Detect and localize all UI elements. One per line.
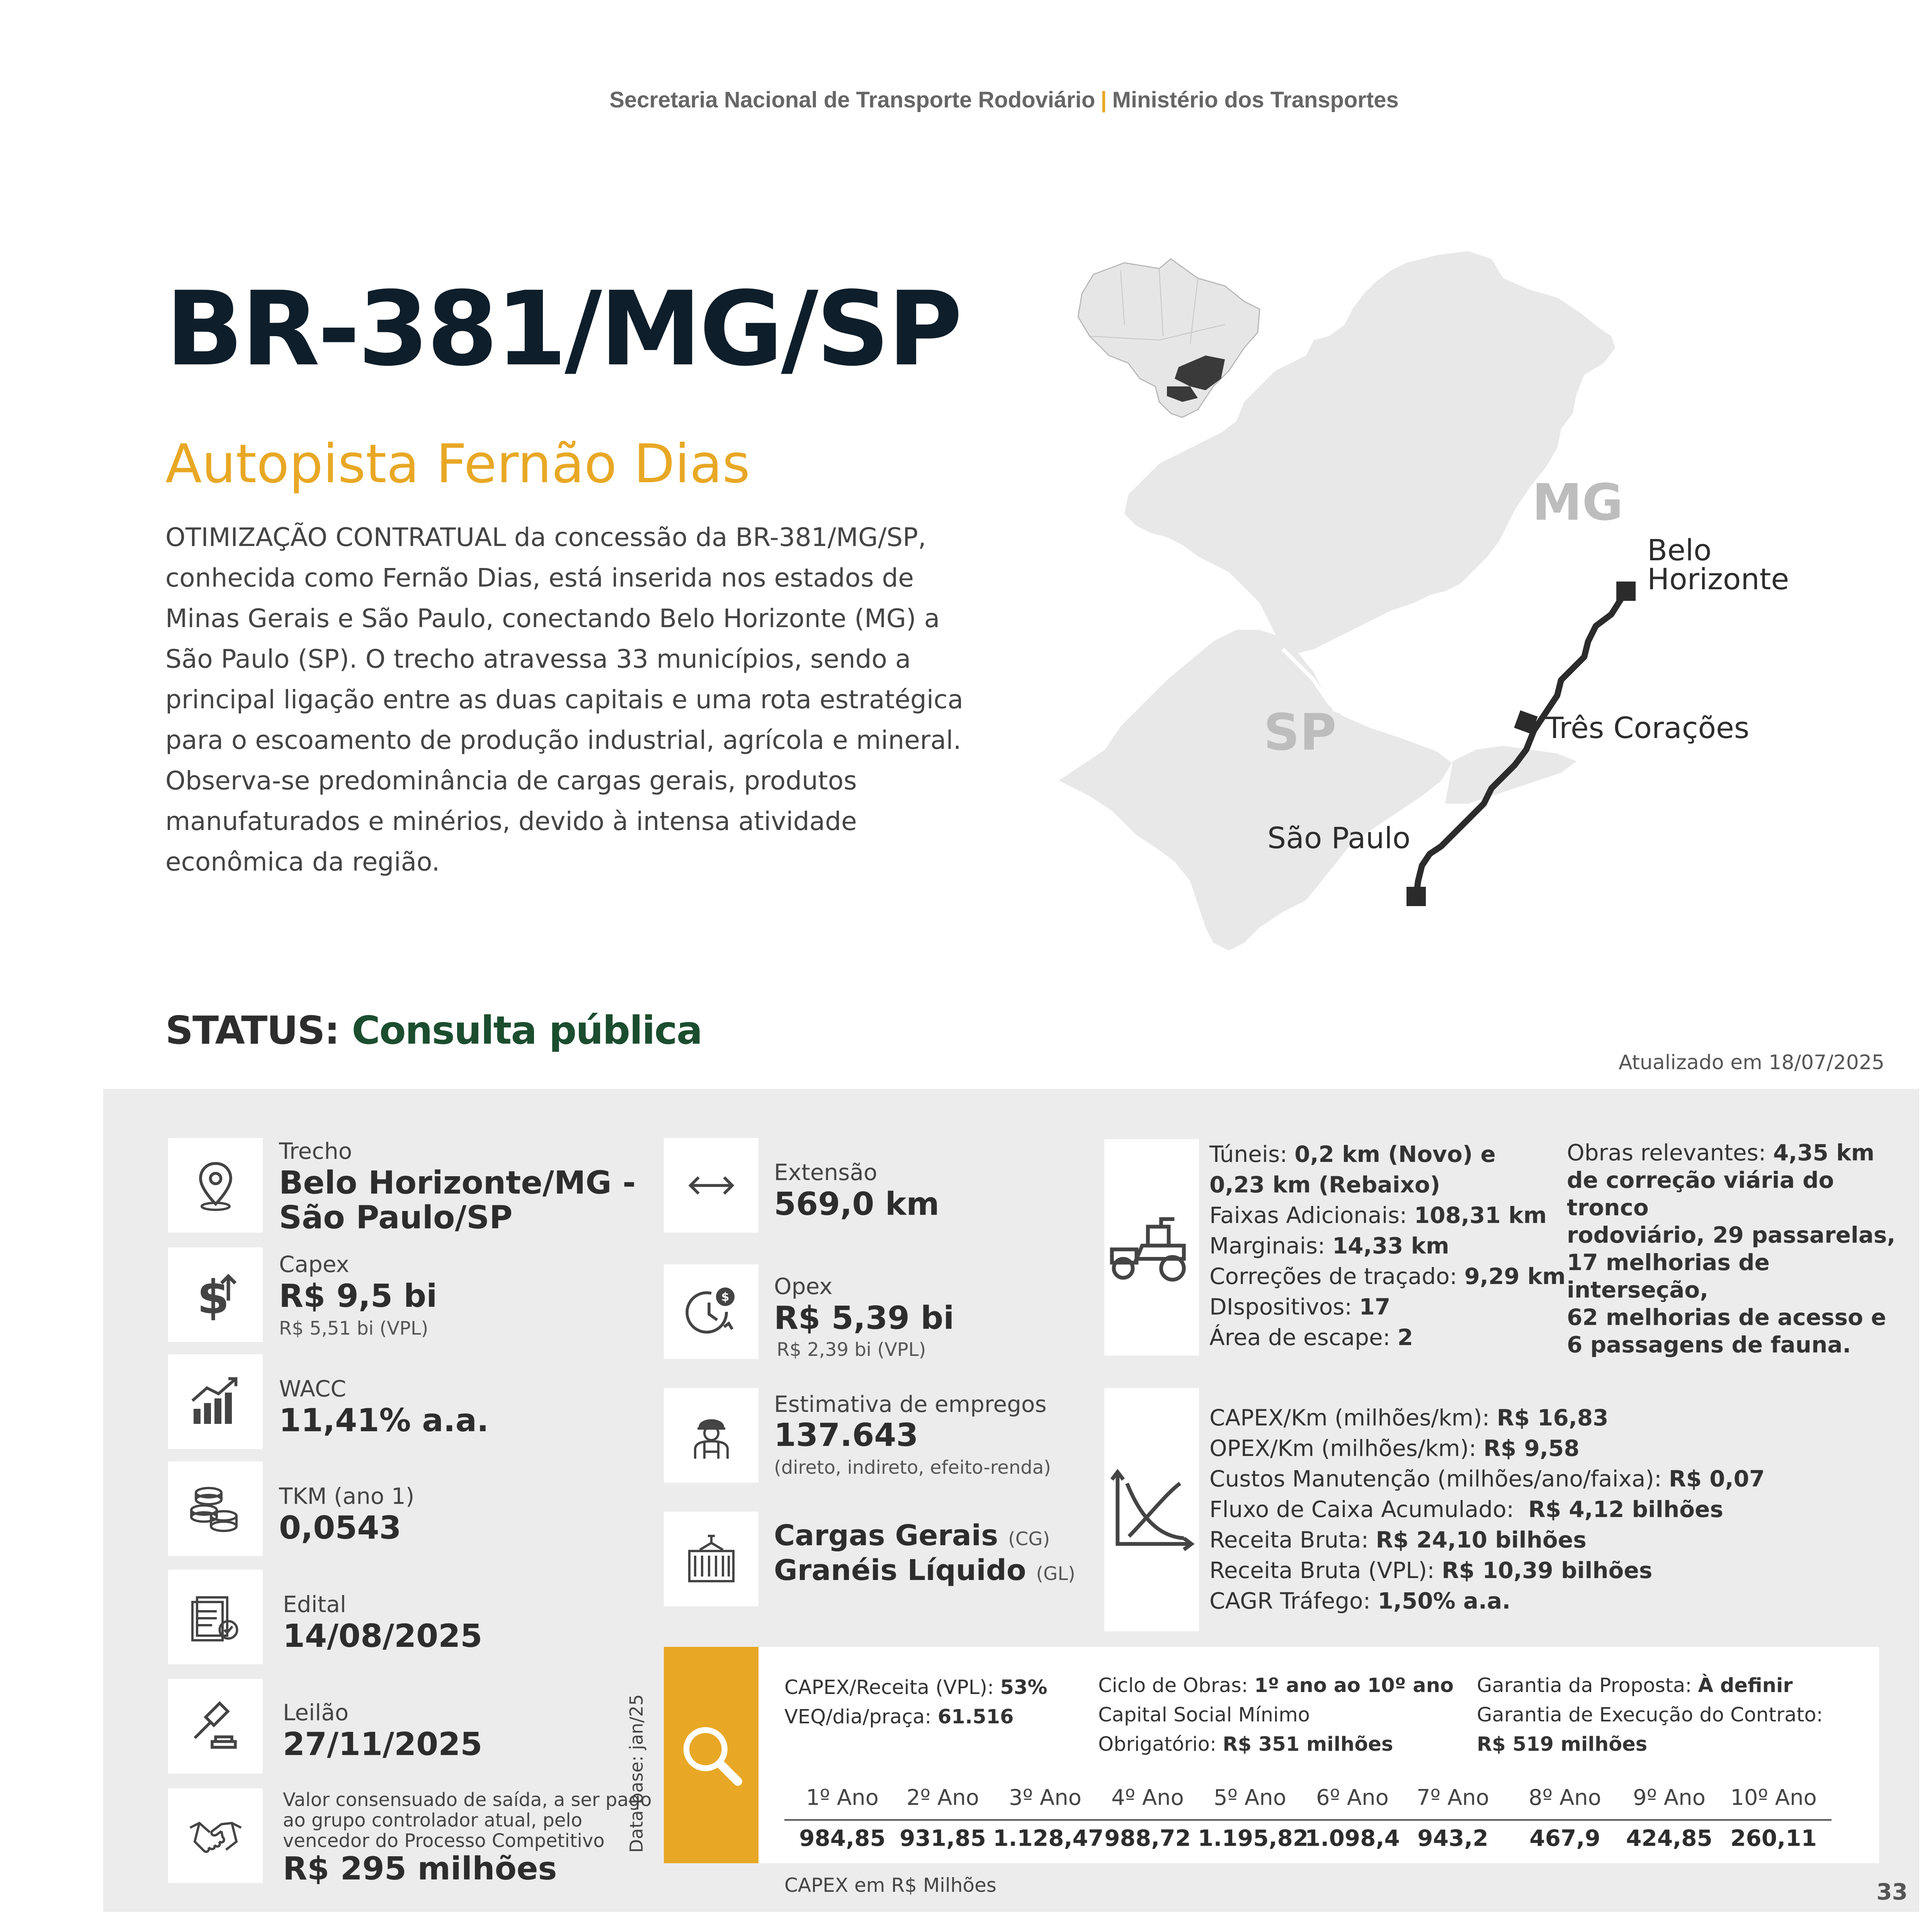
fin-col1: [784, 1673, 1048, 1732]
trecho-icon-box: [168, 1138, 263, 1233]
cagr-line: CAGR Tráfego: 1,50% a.a.: [1209, 1588, 1511, 1614]
garantia-exec-value: R$ 519 milhões: [1477, 1733, 1648, 1756]
receita-vpl-value: R$ 10,39 bilhões: [1442, 1557, 1653, 1583]
valor-desc-line2: ao grupo controlador atual, pelo: [283, 1810, 583, 1831]
opex-km-value: R$ 9,58: [1483, 1435, 1580, 1461]
year-capex-value: 1.195,82: [1198, 1825, 1309, 1851]
opex-icon-box: [664, 1264, 759, 1359]
garantia-line: Garantia da Proposta: À definir: [1477, 1674, 1793, 1697]
obras-value1: 4,35 km: [1773, 1139, 1875, 1166]
dollar-up-icon: [187, 1266, 245, 1324]
document-check-icon: [187, 1588, 245, 1646]
capex-icon-box: [168, 1247, 263, 1342]
obras-line6: 6 passagens de fauna.: [1567, 1332, 1851, 1358]
curve-chart-icon: [1104, 1463, 1199, 1557]
map-label-mg: MG: [1532, 473, 1624, 532]
empregos-icon-box: [664, 1388, 759, 1483]
year-capex-value: 1.098,4: [1305, 1825, 1400, 1851]
dispositivos-line: [1209, 1292, 1566, 1322]
year-header: 3º Ano: [1009, 1785, 1082, 1810]
status-value: Consulta pública: [352, 1008, 702, 1053]
veq-line: VEQ/dia/praça: 61.516: [784, 1706, 1014, 1728]
ciclo-line: Ciclo de Obras: 1º ano ao 10º ano: [1098, 1674, 1454, 1697]
obras-line5: 62 melhorias de acesso e: [1567, 1304, 1886, 1330]
capital-line2: Obrigatório: R$ 351 milhões: [1098, 1733, 1393, 1756]
cargas-gerais: Cargas Gerais: [774, 1519, 998, 1552]
metrics-list: [1209, 1403, 1765, 1616]
container-crane-icon: [682, 1530, 740, 1588]
year-capex-value: 1.128,47: [993, 1825, 1104, 1851]
rj-state-shape: [1445, 746, 1577, 804]
veq-value: 61.516: [937, 1706, 1014, 1728]
edital-icon-box: [168, 1570, 263, 1664]
year-capex-value: 424,85: [1626, 1825, 1713, 1851]
faixas-value: 108,31 km: [1414, 1202, 1547, 1228]
handshake-icon: [187, 1807, 245, 1865]
fluxo-line: Fluxo de Caixa Acumulado: R$ 4,12 bilhões: [1209, 1496, 1723, 1522]
year-header: 6º Ano: [1316, 1785, 1389, 1810]
escape-line: [1209, 1322, 1566, 1353]
magnifier-icon: [675, 1718, 748, 1792]
opex-value: R$ 5,39 bi: [774, 1300, 954, 1337]
valor-desc-line1: Valor consensuado de saída, a ser pago: [283, 1789, 652, 1811]
year-header: 5º Ano: [1214, 1785, 1286, 1810]
custos-value: R$ 0,07: [1668, 1466, 1765, 1492]
header-separator: |: [1100, 87, 1107, 112]
capex-receita-value: 53%: [1000, 1676, 1048, 1699]
status-label: STATUS:: [165, 1008, 339, 1053]
tuneis-value2: 0,23 km (Rebaixo): [1209, 1172, 1440, 1198]
auction-gavel-icon: [187, 1697, 245, 1755]
cagr-value: 1,50% a.a.: [1378, 1588, 1511, 1614]
works-specs: [1209, 1139, 1566, 1353]
works-icon-box: [1104, 1139, 1199, 1355]
empregos-value: 137.643: [774, 1417, 918, 1454]
brazil-inset-map: [1078, 259, 1260, 417]
year-capex-value: 931,85: [900, 1825, 986, 1851]
correcoes-label: Correções de traçado:: [1209, 1263, 1458, 1289]
graneis-liquido-abbr: (GL): [1036, 1563, 1075, 1585]
leilao-value: 27/11/2025: [283, 1726, 483, 1763]
map-city-sao-paulo: São Paulo: [1267, 821, 1411, 855]
year-header: 7º Ano: [1417, 1785, 1489, 1810]
header-ministerio: Ministério dos Transportes: [1112, 87, 1399, 112]
wacc-value: 11,41% a.a.: [279, 1402, 489, 1439]
tkm-icon-box: [168, 1461, 263, 1556]
fin-col3: [1477, 1671, 1823, 1759]
header-secretaria: Secretaria Nacional de Transporte Rodoviário: [609, 87, 1095, 112]
receita-vpl-line: Receita Bruta (VPL): R$ 10,39 bilhões: [1209, 1557, 1653, 1583]
year-header: 8º Ano: [1529, 1785, 1601, 1810]
obras-label: Obras relevantes:: [1567, 1139, 1766, 1166]
extensao-icon-box: [664, 1138, 759, 1233]
obras-line4: 17 melhorias de interseção,: [1567, 1249, 1770, 1303]
edital-value: 14/08/2025: [283, 1618, 483, 1655]
capital-line1: Capital Social Mínimo: [1098, 1704, 1310, 1726]
svg-text:$: $: [197, 1270, 229, 1324]
empregos-note: (direto, indireto, efeito-renda): [774, 1457, 1051, 1478]
year-header: 10º Ano: [1730, 1785, 1817, 1810]
correcoes-line: [1209, 1261, 1566, 1292]
coins-stack-icon: [187, 1480, 245, 1538]
capex-label: Capex: [279, 1251, 349, 1277]
dispositivos-value: 17: [1359, 1294, 1391, 1320]
marginais-label: Marginais:: [1209, 1233, 1325, 1259]
page-title: BR-381/MG/SP: [165, 270, 961, 389]
custos-line: Custos Manutenção (milhões/ano/faixa): R$ 0,07: [1209, 1466, 1765, 1492]
ciclo-value: 1º ano ao 10º ano: [1254, 1674, 1454, 1697]
tkm-value: 0,0543: [279, 1510, 401, 1546]
capex-vpl: R$ 5,51 bi (VPL): [279, 1318, 429, 1339]
year-capex-value: 467,9: [1529, 1825, 1600, 1851]
page-header: [0, 87, 1932, 113]
garantia-value: À definir: [1698, 1674, 1793, 1697]
cargas-icon-box: [664, 1512, 759, 1606]
capex-km-line: CAPEX/Km (milhões/km): R$ 16,83: [1209, 1405, 1609, 1431]
financial-icon-box: [664, 1647, 759, 1863]
wacc-label: WACC: [279, 1376, 346, 1402]
receita-line: Receita Bruta: R$ 24,10 bilhões: [1209, 1527, 1587, 1553]
opex-km-line: OPEX/Km (milhões/km): R$ 9,58: [1209, 1435, 1580, 1461]
trecho-value-line1: Belo Horizonte/MG -: [279, 1165, 636, 1201]
map-city-tres-coracoes: Três Corações: [1546, 711, 1750, 745]
year-header: 4º Ano: [1111, 1785, 1184, 1810]
cargas-gerais-abbr: (CG): [1008, 1528, 1050, 1550]
capital-value: R$ 351 milhões: [1223, 1733, 1393, 1756]
updated-date: Atualizado em 18/07/2025: [1618, 1051, 1884, 1074]
year-header: 9º Ano: [1633, 1785, 1706, 1810]
valor-desc-line3: vencedor do Processo Competitivo: [283, 1830, 605, 1852]
trecho-value-line2: São Paulo/SP: [279, 1199, 513, 1236]
graneis-liquido: Granéis Líquido: [774, 1554, 1026, 1587]
svg-text:$: $: [721, 1290, 729, 1304]
road-roller-icon: [1104, 1200, 1199, 1295]
metrics-icon-box: [1104, 1388, 1199, 1631]
route-map: [1043, 247, 1893, 970]
year-header: 2º Ano: [906, 1785, 979, 1810]
obras-line3: rodoviário, 29 passarelas,: [1567, 1222, 1896, 1248]
database-vertical-label: Data-base: jan/25: [626, 1694, 647, 1853]
extensao-value: 569,0 km: [774, 1186, 939, 1223]
year-capex-value: 260,11: [1730, 1825, 1817, 1851]
obras-line1: [1567, 1139, 1907, 1167]
status-line: [165, 1008, 702, 1053]
location-pin-icon: [187, 1156, 245, 1214]
garantia-exec-line: Garantia de Execução do Contrato:: [1477, 1704, 1823, 1726]
marginais-value: 14,33 km: [1332, 1233, 1449, 1259]
map-label-sp: SP: [1264, 703, 1337, 762]
dispositivos-label: DIspositivos:: [1209, 1294, 1352, 1320]
cargas-line1: [774, 1519, 1050, 1552]
capex-value: R$ 9,5 bi: [279, 1278, 437, 1315]
cargas-line2: [774, 1554, 1075, 1587]
tkm-label: TKM (ano 1): [279, 1483, 415, 1509]
capex-km-value: R$ 16,83: [1497, 1405, 1609, 1431]
page-subtitle: Autopista Fernão Dias: [165, 433, 750, 495]
valor-icon-box: [168, 1788, 263, 1883]
faixas-label: Faixas Adicionais:: [1209, 1202, 1407, 1228]
fin-col2: [1098, 1671, 1454, 1759]
sp-marker: [1406, 887, 1426, 906]
growth-chart-icon: [187, 1373, 245, 1431]
year-capex-value: 943,2: [1417, 1825, 1488, 1851]
valor-value: R$ 295 milhões: [283, 1850, 557, 1887]
obras-relevantes: [1567, 1139, 1907, 1359]
empregos-label: Estimativa de empregos: [774, 1391, 1047, 1417]
capex-unit-note: CAPEX em R$ Milhões: [784, 1874, 997, 1896]
tuneis-line: [1209, 1139, 1566, 1170]
tuneis-label: Túneis:: [1209, 1141, 1287, 1167]
clock-dollar-icon: [682, 1283, 740, 1341]
year-capex-value: 988,72: [1104, 1825, 1191, 1851]
capex-receita-line: CAPEX/Receita (VPL): 53%: [784, 1676, 1048, 1699]
edital-label: Edital: [283, 1591, 346, 1617]
double-arrow-icon: [682, 1156, 740, 1214]
map-city-bh-line2: Horizonte: [1647, 562, 1789, 596]
escape-value: 2: [1397, 1324, 1413, 1350]
year-header: 1º Ano: [806, 1785, 879, 1810]
receita-value: R$ 24,10 bilhões: [1376, 1527, 1587, 1553]
year-capex-value: 984,85: [799, 1825, 886, 1851]
tuneis-value: 0,2 km (Novo) e: [1294, 1141, 1496, 1167]
correcoes-value: 9,29 km: [1464, 1263, 1566, 1289]
opex-label: Opex: [774, 1273, 833, 1299]
faixas-line: [1209, 1200, 1566, 1231]
map-city-bh-line1: Belo: [1647, 533, 1712, 567]
trecho-label: Trecho: [279, 1138, 352, 1164]
worker-icon: [682, 1406, 740, 1464]
wacc-icon-box: [168, 1354, 263, 1449]
page-number: 33: [1876, 1879, 1908, 1905]
year-table-divider: [784, 1819, 1832, 1821]
fluxo-value: R$ 4,12 bilhões: [1528, 1496, 1723, 1522]
opex-vpl: R$ 2,39 bi (VPL): [777, 1339, 926, 1361]
leilao-label: Leilão: [283, 1699, 349, 1726]
bh-marker: [1616, 582, 1636, 601]
marginais-line: [1209, 1231, 1566, 1261]
sp-state-shape: [1059, 630, 1453, 951]
garantia-exec-value-line: [1477, 1730, 1823, 1759]
description-paragraph: OTIMIZAÇÃO CONTRATUAL da concessão da BR-381/MG/SP, conhecida como Fernão Dias, está inserida nos estados de Minas Gerais e São Paulo, conectando Belo Horizonte (MG) a São Paulo (SP). O trecho atravessa 33 municípios, sendo a principal ligação entre as duas capitais e uma rota estratégica para o escoamento de produção industrial, agrícola e mineral. Observa-se predominância de cargas gerais, produtos manufaturados e minérios, devido à intensa atividade econômica da região.: [165, 522, 963, 877]
obras-line2: de correção viária do tronco: [1567, 1167, 1834, 1221]
extensao-label: Extensão: [774, 1159, 878, 1185]
leilao-icon-box: [168, 1679, 263, 1774]
tuneis-line2: [1209, 1170, 1566, 1200]
escape-label: Área de escape:: [1209, 1324, 1391, 1350]
